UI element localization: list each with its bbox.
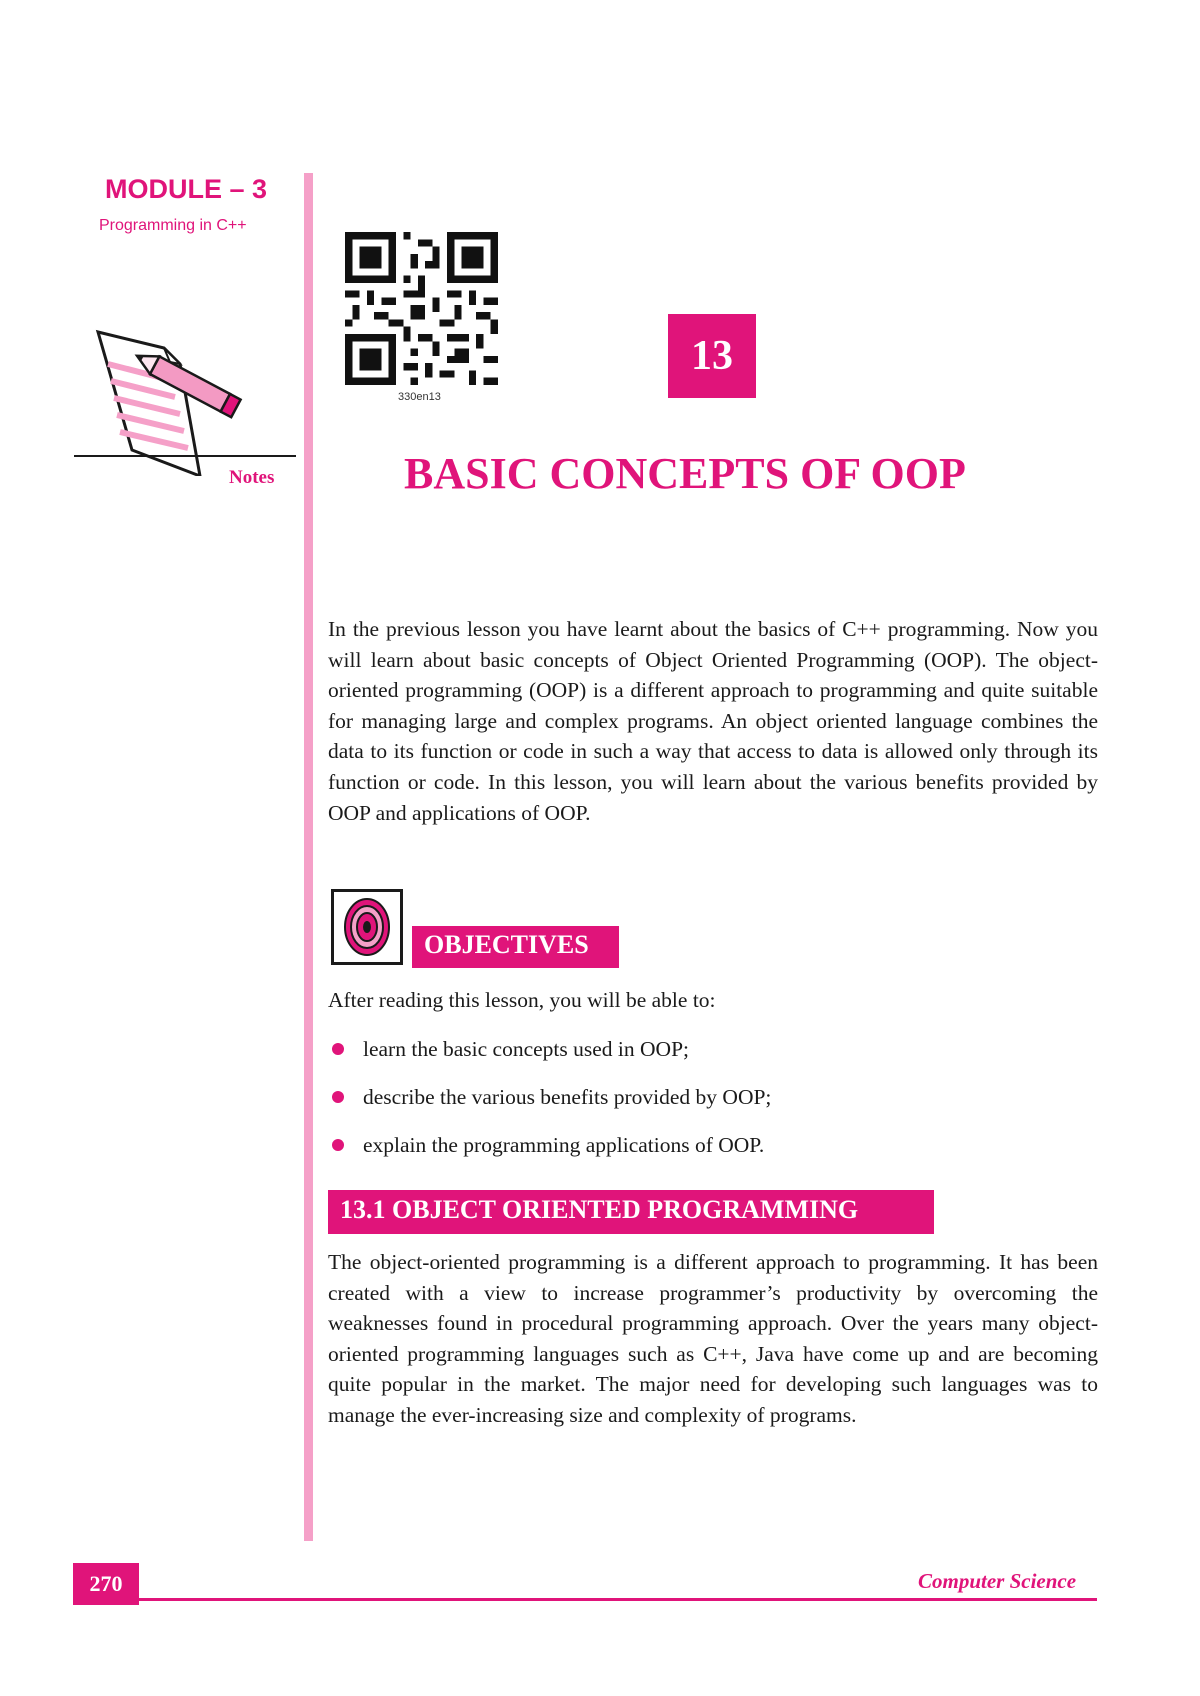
qr-code-icon [345, 232, 498, 385]
book-title: Computer Science [918, 1569, 1077, 1593]
section-heading: 13.1 OBJECT ORIENTED PROGRAMMING [328, 1190, 934, 1234]
chapter-title: BASIC CONCEPTS OF OOP [404, 449, 966, 498]
list-item: explain the programming applications of OOP. [328, 1132, 771, 1180]
qr-caption: 330en13 [398, 391, 441, 403]
target-icon [331, 889, 403, 965]
module-title: MODULE – 3 [105, 174, 268, 204]
page-number: 270 [73, 1563, 139, 1605]
list-item: learn the basic concepts used in OOP; [328, 1036, 771, 1084]
footer-rule [139, 1598, 1097, 1601]
objectives-heading: OBJECTIVES [412, 926, 619, 968]
intro-paragraph: In the previous lesson you have learnt about the basics of C++ programming. Now you will learn about basic concepts of Object Oriented Programming (OOP). The object-oriented programming (OOP) is a different approach to programming and quite suitable for managing large and complex programs. An object oriented language combines the data to its function or code in such a way that access to data is allowed only through its function or code. In this lesson, you will learn about the various benefits provided by OOP and applications of OOP. [328, 617, 1098, 825]
objectives-list [328, 1036, 771, 1180]
list-item: describe the various benefits provided by OOP; [328, 1084, 771, 1132]
module-subtitle: Programming in C++ [99, 217, 247, 234]
section-paragraph: The object-oriented programming is a different approach to programming. It has been created with a view to increase programmer’s productivity by overcoming the weaknesses found in procedural programming approach. Over the years many object-oriented programming languages such as C++, Java have come up and are becoming quite popular in the market. The major need for developing such languages was to manage the ever-increasing size and complexity of programs. [328, 1250, 1098, 1427]
notes-pencil-icon [80, 326, 280, 476]
notes-divider [74, 455, 296, 457]
bullet-icon [332, 1043, 344, 1055]
bullet-icon [332, 1139, 344, 1151]
objectives-lead: After reading this lesson, you will be able to: [328, 988, 716, 1012]
notes-label: Notes [229, 467, 275, 488]
bullet-icon [332, 1091, 344, 1103]
margin-rule [304, 173, 313, 1541]
chapter-number: 13 [668, 314, 756, 398]
